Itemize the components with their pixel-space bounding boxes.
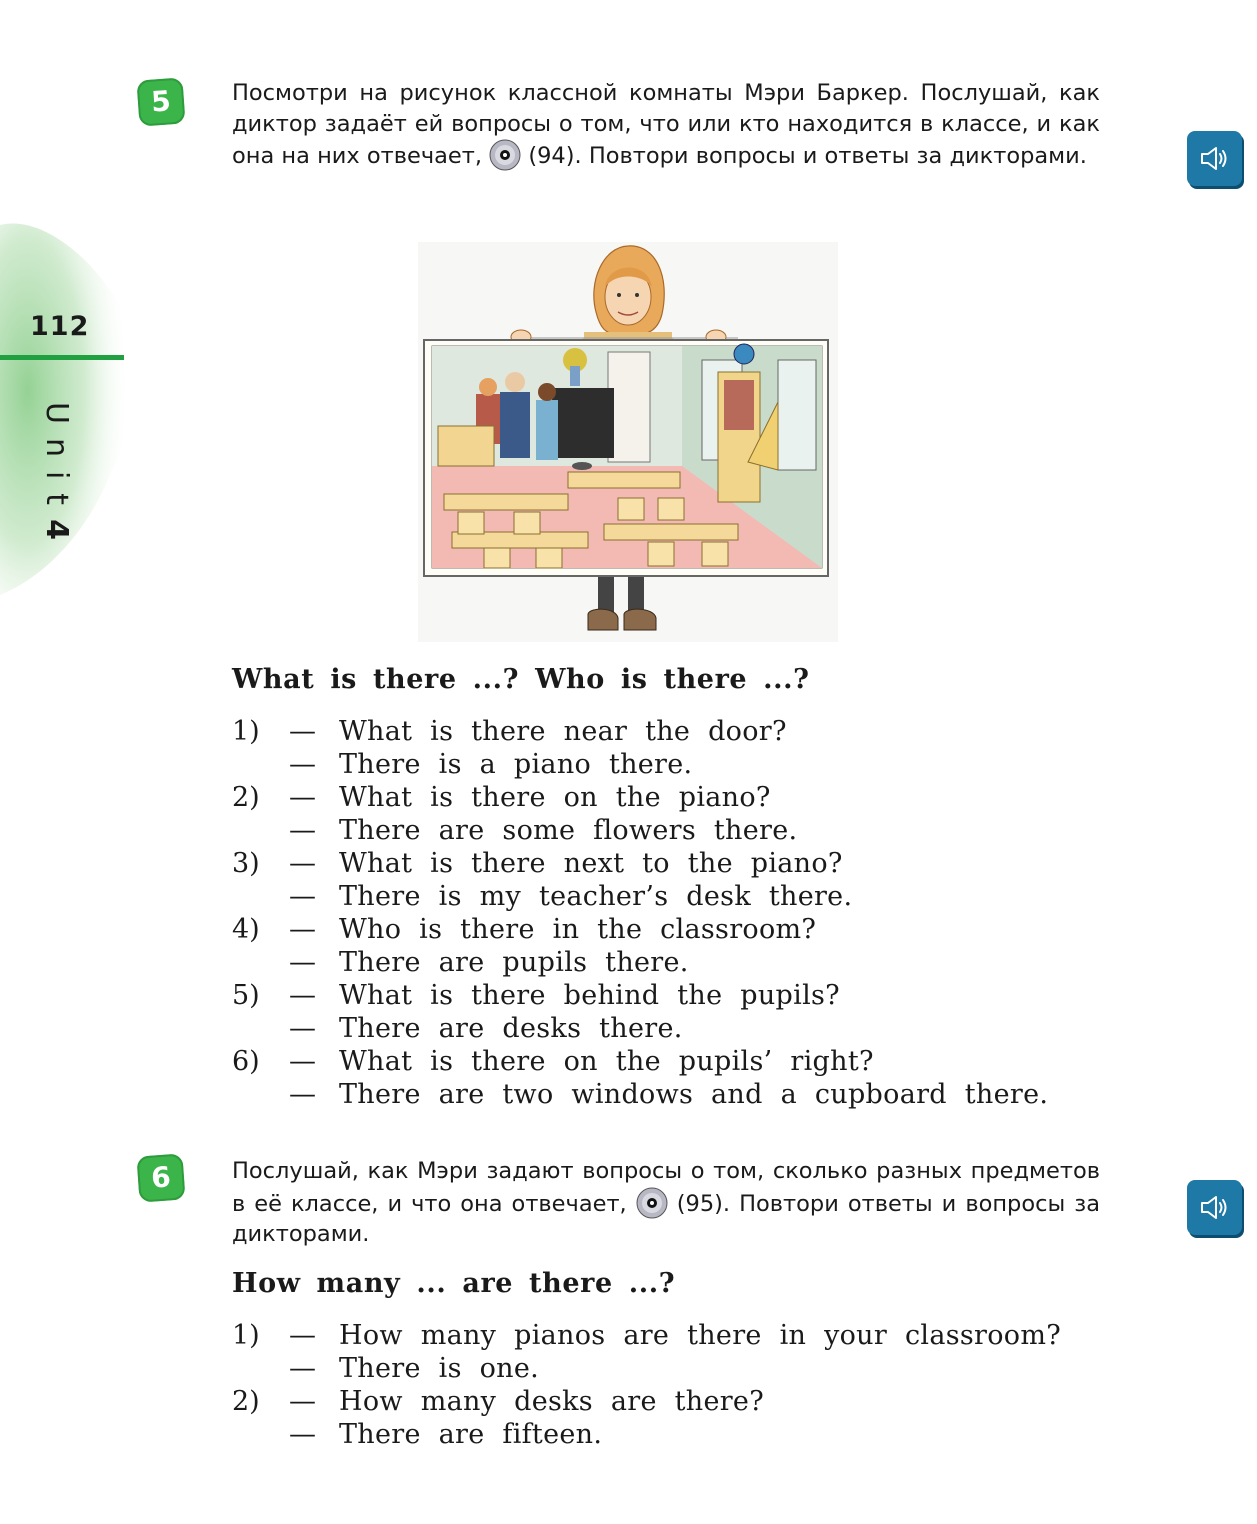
dash: — bbox=[289, 947, 316, 978]
question: How many desks are there? bbox=[339, 1386, 764, 1417]
item-number: 1) bbox=[232, 716, 260, 747]
item-number: 3) bbox=[232, 848, 260, 879]
dialog-line bbox=[232, 946, 1112, 979]
dash: — bbox=[289, 1419, 316, 1450]
exercise-5-badge: 5 bbox=[136, 77, 185, 126]
exercise-6-instruction-text-end: (95). Повтори ответы и вопросы за дикторами. bbox=[232, 1190, 1100, 1247]
exercise-6-audio-button[interactable] bbox=[1187, 1180, 1242, 1235]
dash: — bbox=[289, 1013, 316, 1044]
answer: There is my teacher’s desk there. bbox=[339, 881, 853, 912]
exercise-5-dialog bbox=[232, 715, 1112, 1111]
speaker-icon bbox=[1198, 1191, 1231, 1224]
question: What is there next to the piano? bbox=[339, 848, 843, 879]
item-number: 5) bbox=[232, 980, 260, 1011]
answer: There are some flowers there. bbox=[339, 815, 798, 846]
question: What is there on the pupils’ right? bbox=[339, 1046, 874, 1077]
dialog-line bbox=[232, 1078, 1112, 1111]
dash: — bbox=[289, 1386, 316, 1417]
dash: — bbox=[289, 881, 316, 912]
exercise-5-heading: What is there ...? Who is there ...? bbox=[232, 664, 810, 695]
item-number: 2) bbox=[232, 782, 260, 813]
dialog-line bbox=[232, 781, 1112, 814]
unit-word: Unit bbox=[39, 402, 74, 520]
dash: — bbox=[289, 1320, 316, 1351]
exercise-6-instruction-text: Послушай, как Мэри задают вопросы о том, сколько разных предметов в её классе, и что она отвечает, bbox=[232, 1158, 1100, 1217]
item-number: 4) bbox=[232, 914, 260, 945]
dialog-line bbox=[232, 814, 1112, 847]
cd-icon bbox=[489, 139, 521, 171]
dash: — bbox=[289, 716, 316, 747]
exercise-6-heading: How many ... are there ...? bbox=[232, 1268, 676, 1299]
dialog-line bbox=[232, 847, 1112, 880]
question: What is there on the piano? bbox=[339, 782, 771, 813]
question: What is there near the door? bbox=[339, 716, 787, 747]
item-number: 2) bbox=[232, 1386, 260, 1417]
dash: — bbox=[289, 1079, 316, 1110]
page-number: 112 bbox=[30, 311, 90, 342]
answer: There are desks there. bbox=[339, 1013, 683, 1044]
dash: — bbox=[289, 749, 316, 780]
unit-number: 4 bbox=[39, 519, 74, 554]
question: What is there behind the pupils? bbox=[339, 980, 840, 1011]
item-number: 1) bbox=[232, 1320, 260, 1351]
answer: There are two windows and a cupboard there. bbox=[339, 1079, 1049, 1110]
unit-label bbox=[26, 402, 86, 562]
cd-icon bbox=[636, 1187, 668, 1219]
answer: There are fifteen. bbox=[339, 1419, 603, 1450]
dash: — bbox=[289, 914, 316, 945]
dash: — bbox=[289, 1353, 316, 1384]
item-number: 6) bbox=[232, 1046, 260, 1077]
exercise-5-audio-button[interactable] bbox=[1187, 131, 1242, 186]
dash: — bbox=[289, 815, 316, 846]
dialog-line bbox=[232, 1319, 1112, 1352]
dialog-line bbox=[232, 880, 1112, 913]
answer: There is one. bbox=[339, 1353, 540, 1384]
dialog-line bbox=[232, 1352, 1112, 1385]
exercise-6-dialog bbox=[232, 1319, 1112, 1451]
dialog-line bbox=[232, 715, 1112, 748]
dash: — bbox=[289, 980, 316, 1011]
answer: There is a piano there. bbox=[339, 749, 693, 780]
exercise-6-badge: 6 bbox=[136, 1153, 185, 1202]
dialog-line bbox=[232, 979, 1112, 1012]
exercise-5-instruction-text: Посмотри на рисунок классной комнаты Мэри Баркер. Послушай, как диктор задаёт ей вопросы о том, что или кто находится в классе, и как она на них отвечает, bbox=[232, 80, 1100, 169]
question: Who is there in the classroom? bbox=[339, 914, 817, 945]
exercise-5-instruction bbox=[232, 78, 1100, 172]
dialog-line bbox=[232, 913, 1112, 946]
dialog-line bbox=[232, 748, 1112, 781]
dialog-line bbox=[232, 1418, 1112, 1451]
dialog-line bbox=[232, 1045, 1112, 1078]
speaker-icon bbox=[1198, 142, 1231, 175]
dialog-line bbox=[232, 1012, 1112, 1045]
dialog-line bbox=[232, 1385, 1112, 1418]
dash: — bbox=[289, 1046, 316, 1077]
dash: — bbox=[289, 848, 316, 879]
exercise-6-instruction bbox=[232, 1156, 1100, 1250]
answer: There are pupils there. bbox=[339, 947, 689, 978]
page-number-underline bbox=[0, 355, 124, 360]
dash: — bbox=[289, 782, 316, 813]
exercise-5-instruction-text-end: (94). Повтори вопросы и ответы за дикторами. bbox=[528, 143, 1087, 169]
question: How many pianos are there in your classroom? bbox=[339, 1320, 1062, 1351]
classroom-illustration bbox=[418, 242, 838, 642]
